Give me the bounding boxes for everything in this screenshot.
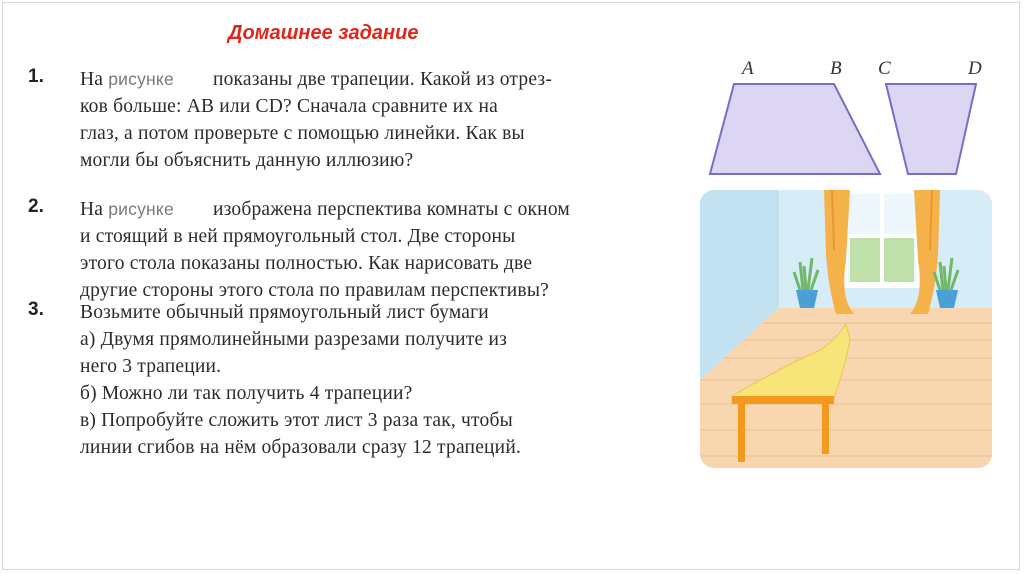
task-1-line-2: ков больше: AB или CD? Сначала сравните их на	[80, 96, 498, 117]
task-3-line-6: линии сгибов на нём образовали сразу 12 трапеций.	[80, 437, 522, 458]
trapezoids-figure	[700, 56, 1000, 181]
task-1-line-3: глаз, а потом проверьте с помощью линейки. Как вы	[80, 123, 525, 144]
task-1-line-1-start: На	[80, 69, 104, 90]
task-number: 2.	[28, 196, 44, 217]
task-text	[80, 66, 670, 174]
figure-reference: рисунке	[108, 69, 174, 89]
task-text	[80, 196, 670, 304]
task-text	[80, 299, 670, 461]
label-d: D	[968, 58, 982, 79]
trapezoid-cd	[886, 84, 976, 174]
room-illustration	[700, 190, 992, 468]
label-c: C	[878, 58, 891, 79]
task-2-line-1-start: На	[80, 199, 104, 220]
page-title: Домашнее задание	[228, 22, 419, 44]
label-b: B	[830, 58, 842, 79]
task-number: 1.	[28, 66, 44, 87]
task-3-line-2: а) Двумя прямолинейными разрезами получите из	[80, 329, 508, 350]
task-2-line-2: и стоящий в ней прямоугольный стол. Две стороны	[80, 226, 516, 247]
task-3-line-3: него 3 трапеции.	[80, 356, 222, 377]
task-3-line-1: Возьмите обычный прямоугольный лист бумаги	[80, 302, 489, 323]
figure-reference: рисунке	[108, 199, 174, 219]
task-2-line-4: другие стороны этого стола по правилам перспективы?	[80, 280, 549, 301]
task-3-line-4: б) Можно ли так получить 4 трапеции?	[80, 383, 413, 404]
task-3-line-5: в) Попробуйте сложить этот лист 3 раза так, чтобы	[80, 410, 513, 431]
task-number: 3.	[28, 299, 44, 320]
task-1-line-4: могли бы объяснить данную иллюзию?	[80, 150, 414, 171]
label-a: A	[742, 58, 754, 79]
task-2-line-1-end: изображена перспектива комнаты с окном	[212, 199, 570, 220]
trapezoid-ab	[710, 84, 880, 174]
task-2-line-3: этого стола показаны полностью. Как нарисовать две	[80, 253, 533, 274]
task-1-line-1-end: показаны две трапеции. Какой из отрез-	[212, 69, 553, 90]
